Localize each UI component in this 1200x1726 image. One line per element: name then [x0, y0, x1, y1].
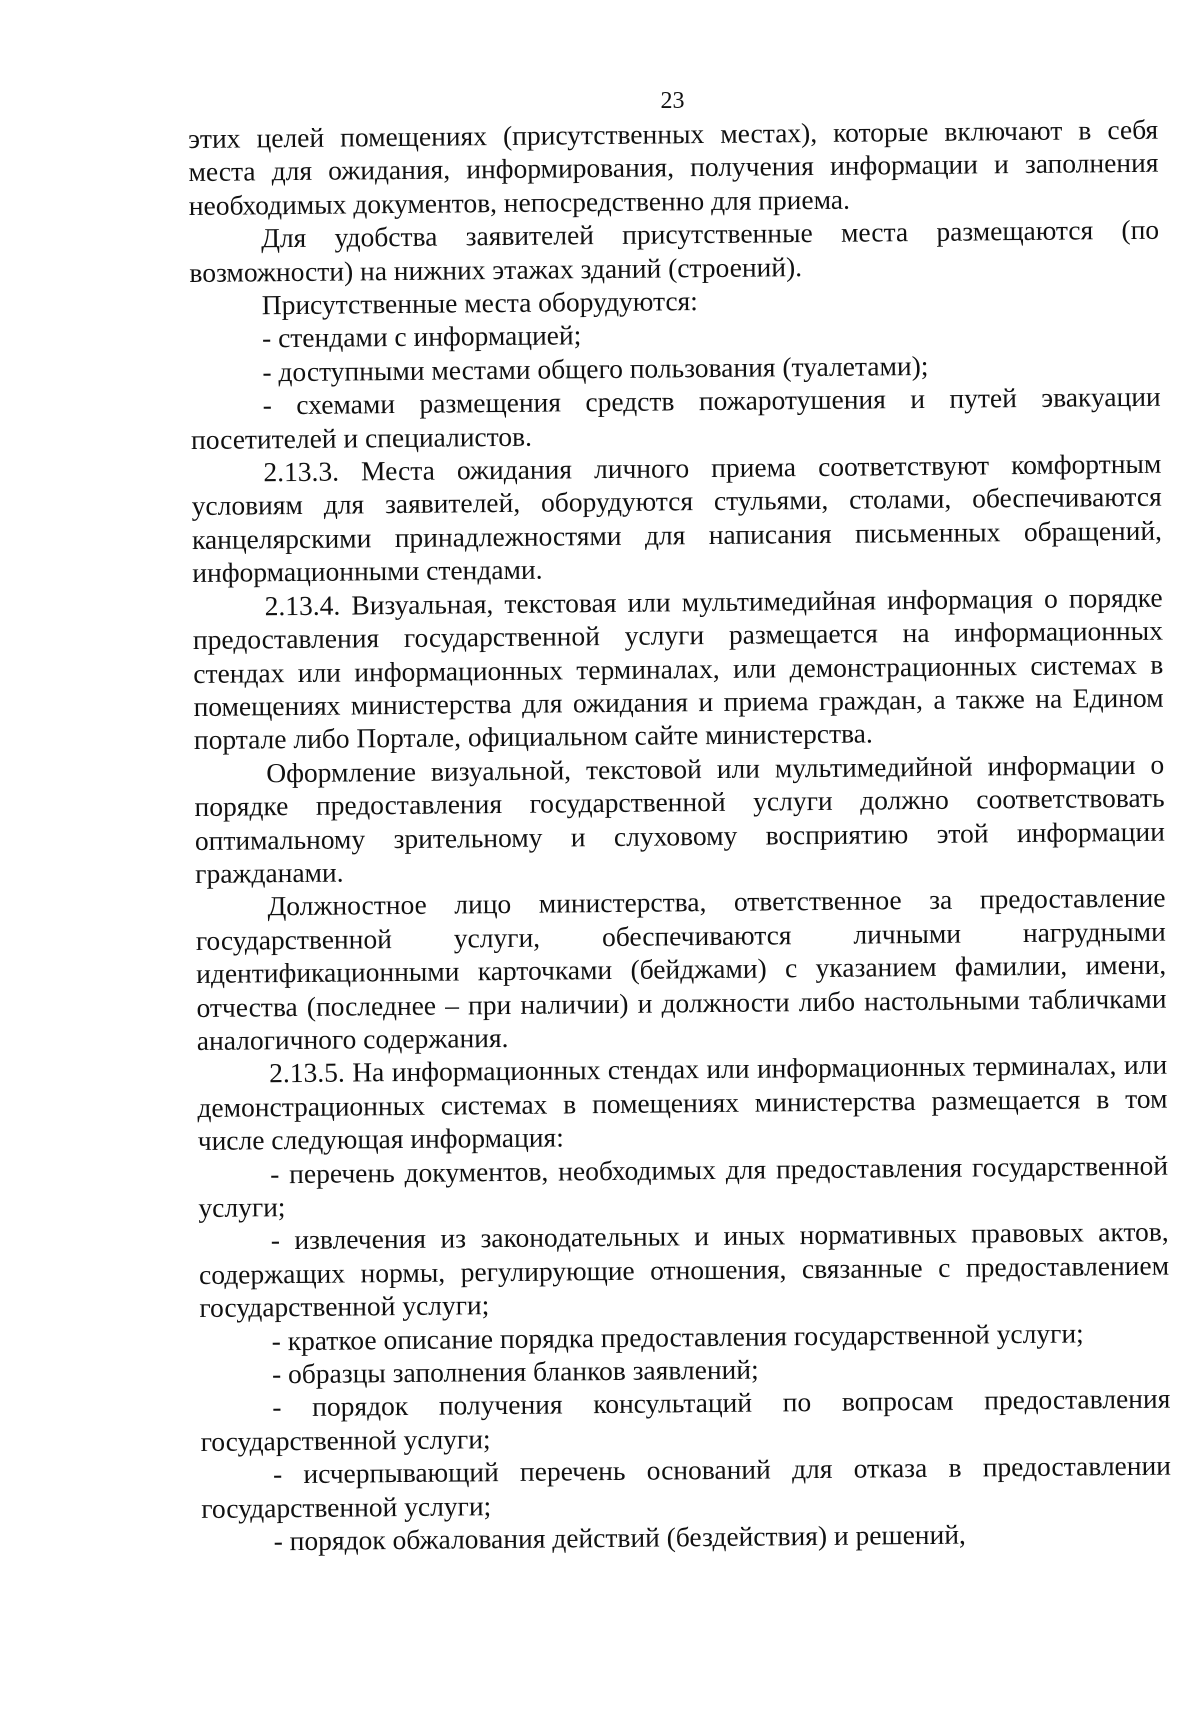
list-item: - краткое описание порядка предоставления государственной услуги;: [271, 1317, 1084, 1356]
list-item: - стендами с информацией;: [261, 319, 582, 354]
paragraph: Должностное лицо министерства, ответственное за предоставление государственной услуги, обеспечиваются личными нагрудными идентификационными карточками (бейджами) с указанием фамилии, имени, отчества (последнее – при наличии) и должности либо настольными табличками аналогичного содержания.: [195, 881, 1167, 1056]
list-item: - перечень документов, необходимых для предоставления государственной услуги;: [198, 1149, 1169, 1223]
section-2-13-5: 2.13.5. На информационных стендах или информационных терминалах, или демонстрационных системах в помещениях министерства размещается в том числе следующая информация:: [197, 1049, 1168, 1157]
paragraph-continuation: этих целей помещениях (присутственных местах), которые включают в себя места для ожидания, информирования, получения информации и заполнения необходимых документов, непосредственно для приема.: [188, 113, 1159, 221]
section-2-13-4: 2.13.4. Визуальная, текстовая или мультимедийная информация о порядке предоставления государственной услуги размещается на информационных стендах или информационных терминалах, или демонстрационных системах в помещениях министерства для ожидания и приема граждан, а также на Едином портале либо Портале, официальном сайте министерства.: [192, 581, 1164, 756]
paragraph: Присутственные места оборудуются:: [261, 285, 699, 321]
list-item: - образцы заполнения бланков заявлений;: [271, 1353, 759, 1390]
paragraph: Оформление визуальной, текстовой или мультимедийной информации о порядке предоставления государственной услуги должно соответствовать оптимальному зрительному и слуховому восприятию этой информации гражданами.: [194, 748, 1165, 889]
list-item: - порядок обжалования действий (бездействия) и решений,: [273, 1518, 966, 1557]
paragraph: Для удобства заявителей присутственные места размещаются (по возможности) на нижних этажах зданий (строений).: [189, 213, 1160, 288]
list-item: - порядок получения консультаций по вопросам предоставления государственной услуги;: [200, 1383, 1171, 1457]
section-2-13-3: 2.13.3. Места ожидания личного приема соответствуют комфортным условиям для заявителей, оборудуются стульями, столами, обеспечиваются канцелярскими принадлежностями для написания письменных обращений, информационными стендами.: [191, 447, 1163, 589]
list-item: - схемами размещения средств пожаротушения и путей эвакуации посетителей и специалистов.: [190, 380, 1161, 455]
list-item: - исчерпывающий перечень оснований для отказа в предоставлении государственной услуги;: [201, 1449, 1172, 1524]
page-number: 23: [660, 88, 685, 114]
list-item: - извлечения из законодательных и иных нормативных правовых актов, содержащих нормы, регулирующие отношения, связанные с предоставлением государственной услуги;: [198, 1216, 1170, 1324]
list-item: - доступными местами общего пользования (туалетами);: [262, 349, 929, 388]
document-body: [188, 113, 1172, 1559]
